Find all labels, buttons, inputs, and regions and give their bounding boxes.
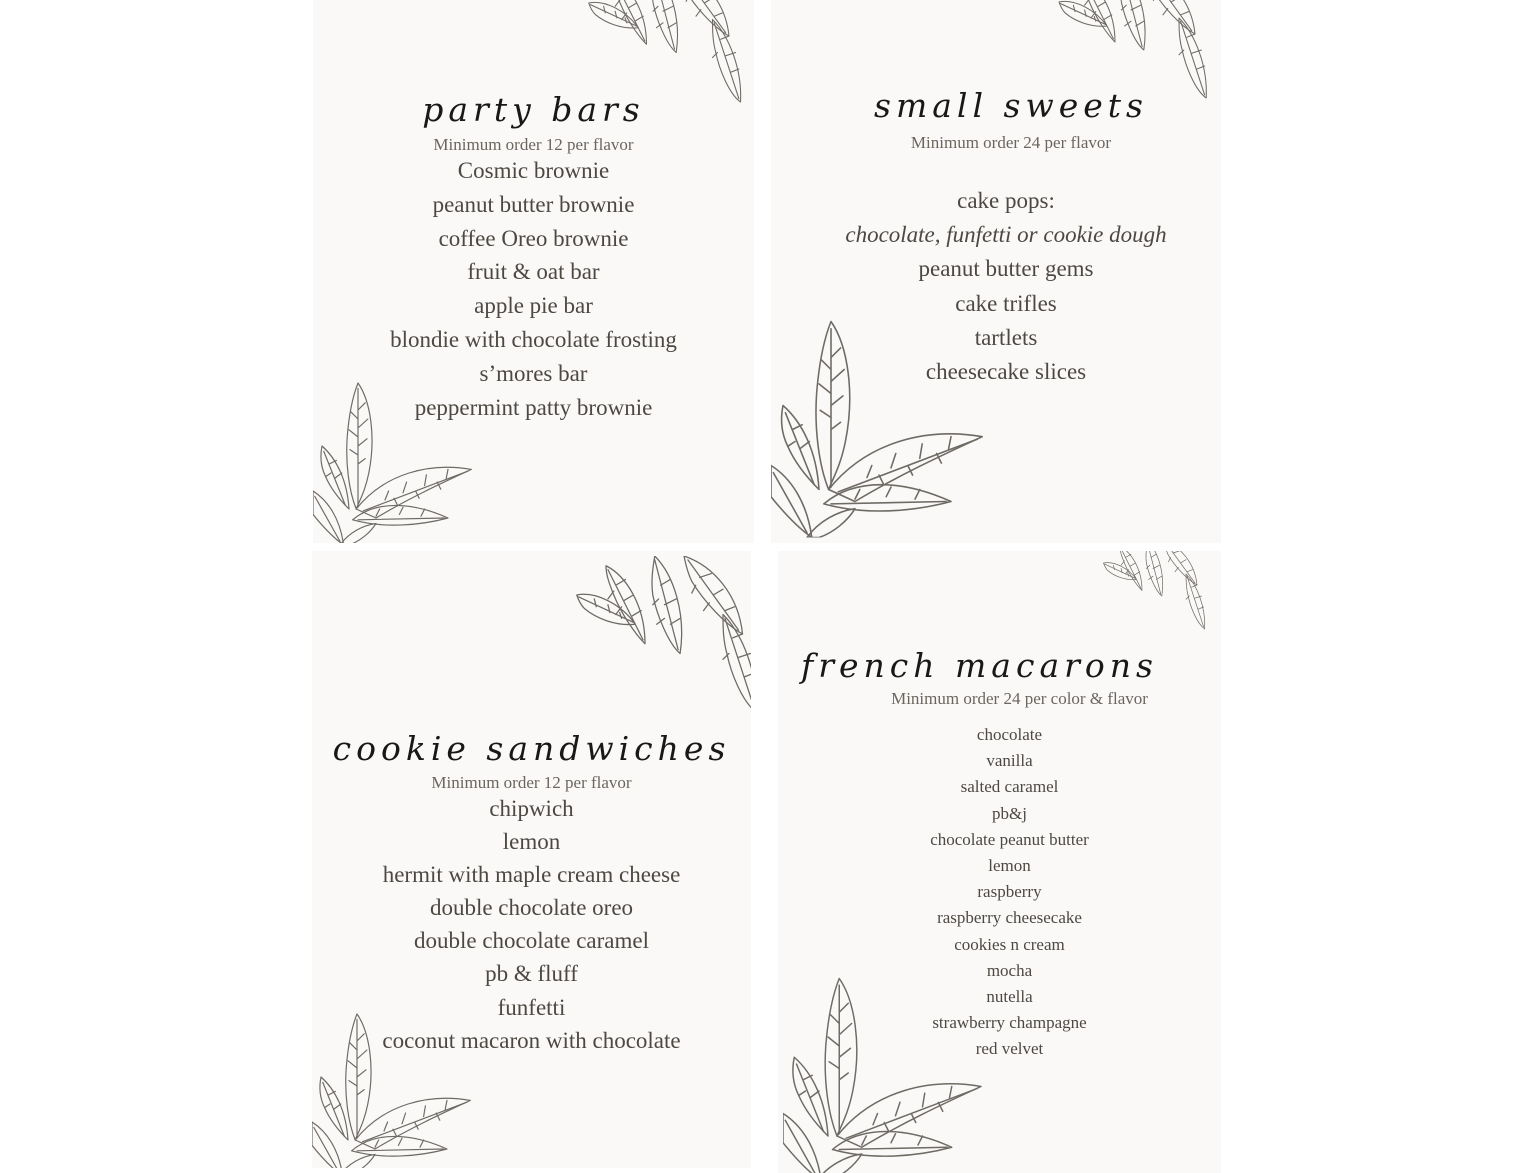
- menu-card-small-sweets: [771, 0, 1221, 543]
- list-item: Cosmic brownie: [457, 158, 610, 183]
- list-item: funfetti: [497, 994, 566, 1020]
- list-item: raspberry: [977, 882, 1042, 902]
- card-title: cookie sandwiches: [332, 729, 731, 768]
- list-item: red velvet: [975, 1039, 1044, 1059]
- list-item: lemon: [502, 829, 561, 855]
- list-item: coffee Oreo brownie: [438, 225, 629, 251]
- card-title: small sweets: [874, 86, 1148, 125]
- item-list: [313, 154, 754, 424]
- list-item: chocolate peanut butter: [930, 829, 1089, 849]
- list-item: chocolate: [976, 725, 1043, 744]
- card-subtitle: Minimum order 24 per flavor: [910, 133, 1112, 152]
- list-item: tartlets: [974, 324, 1038, 350]
- list-item: cheesecake slices: [925, 359, 1087, 385]
- card-subtitle: Minimum order 24 per color & flavor: [891, 689, 1148, 708]
- list-item: salted caramel: [960, 777, 1059, 797]
- list-item: s’mores bar: [479, 360, 588, 386]
- menu-card-french-macarons: [778, 551, 1221, 1173]
- list-item: pb&j: [992, 803, 1027, 823]
- list-item: double chocolate oreo: [429, 895, 634, 921]
- card-title: french macarons: [801, 646, 1158, 685]
- menu-card-party-bars: [313, 0, 754, 543]
- list-item: peanut butter brownie: [432, 191, 635, 217]
- list-item: blondie with chocolate frosting: [390, 326, 677, 352]
- list-item: lemon: [988, 856, 1031, 876]
- list-item: vanilla: [986, 751, 1033, 771]
- list-item: fruit & oat bar: [467, 259, 600, 285]
- list-item: chocolate, funfetti or cookie dough: [845, 222, 1167, 248]
- list-item: hermit with maple cream cheese: [382, 862, 681, 888]
- card-title: party bars: [422, 90, 645, 129]
- list-item: pb & fluff: [485, 961, 578, 987]
- list-item: double chocolate caramel: [414, 928, 649, 954]
- list-item: mocha: [986, 960, 1033, 980]
- card-subtitle: Minimum order 12 per flavor: [431, 773, 632, 792]
- list-item: nutella: [986, 987, 1033, 1007]
- card-subtitle: Minimum order 12 per flavor: [433, 135, 634, 154]
- list-item: cake trifles: [955, 290, 1057, 316]
- list-item: chipwich: [489, 796, 574, 821]
- list-item: raspberry cheesecake: [937, 908, 1082, 928]
- item-list: [788, 722, 1221, 1063]
- item-list: [312, 792, 751, 1057]
- list-item: apple pie bar: [474, 293, 593, 319]
- list-item: cookies n cream: [954, 934, 1065, 954]
- list-item: coconut macaron with chocolate: [382, 1027, 681, 1053]
- item-list: [781, 184, 1221, 389]
- list-item: peanut butter gems: [918, 256, 1094, 282]
- list-item: cake pops:: [957, 188, 1055, 213]
- menu-card-cookie-sandwiches: [312, 551, 751, 1168]
- leaf-illustration-icon: [1078, 551, 1221, 651]
- list-item: strawberry champagne: [932, 1013, 1087, 1033]
- list-item: peppermint patty brownie: [414, 394, 653, 420]
